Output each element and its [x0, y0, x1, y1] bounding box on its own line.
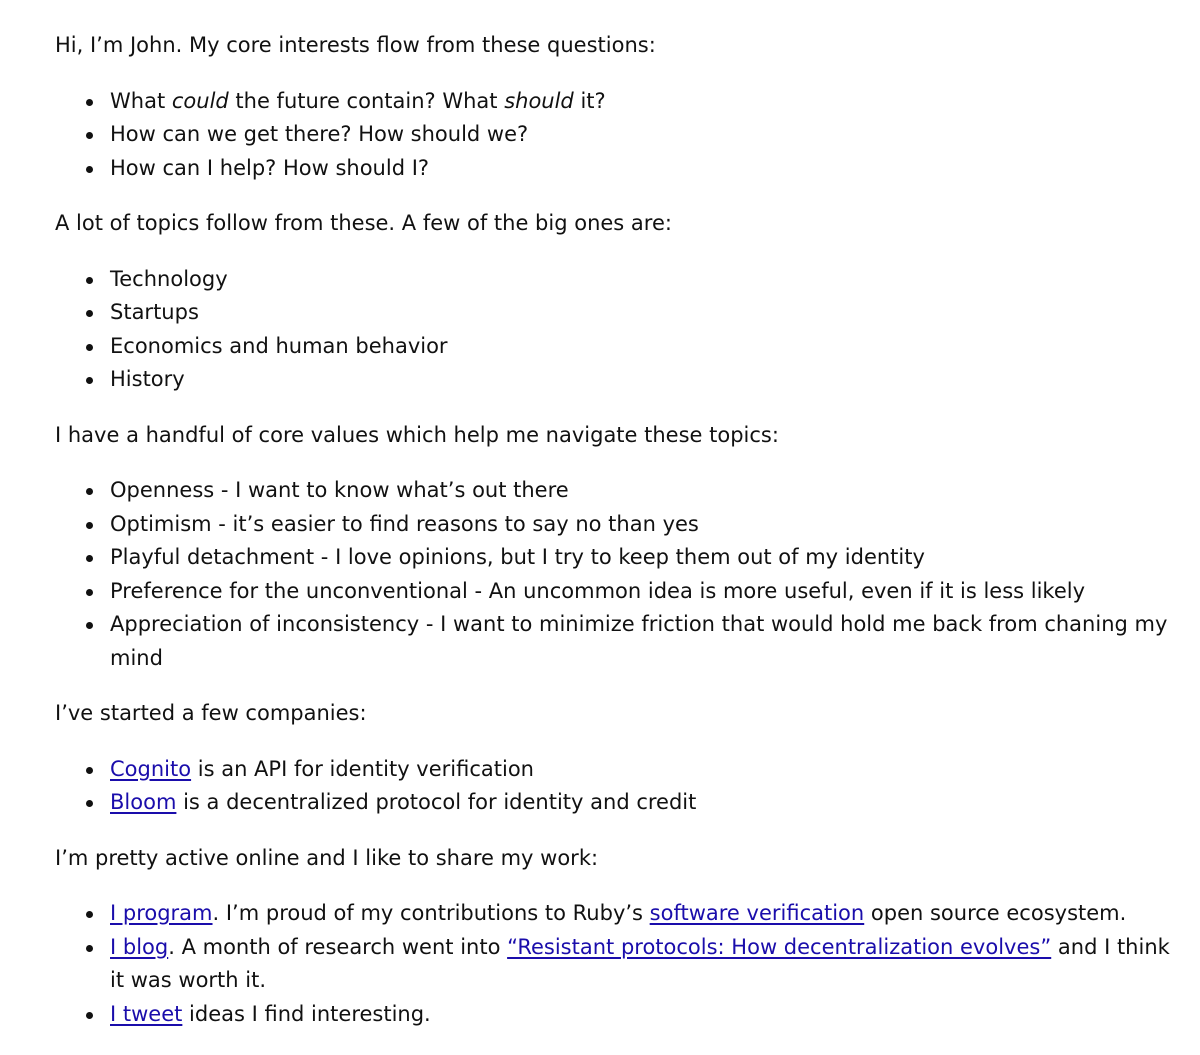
list-item: Playful detachment - I love opinions, but I try to keep them out of my identity: [110, 541, 1175, 575]
list-item: Bloom is a decentralized protocol for identity and credit: [110, 786, 1175, 820]
software-verification-link[interactable]: software verification: [649, 901, 865, 925]
list-item: Cognito is an API for identity verification: [110, 753, 1175, 787]
values-paragraph: I have a handful of core values which help me navigate these topics:: [55, 422, 779, 447]
list-item: Technology: [110, 263, 1175, 297]
online-list: [55, 897, 1175, 1031]
about-page: [55, 29, 1175, 1053]
list-item: I program. I’m proud of my contributions to Ruby’s software verification open source ecosystem.: [110, 897, 1175, 931]
list-item: Preference for the unconventional - An uncommon idea is more useful, even if it is less likely: [110, 575, 1175, 609]
list-item: Startups: [110, 296, 1175, 330]
online-paragraph: I’m pretty active online and I like to share my work:: [55, 845, 599, 870]
list-item: How can we get there? How should we?: [110, 118, 1175, 152]
tweet-link[interactable]: I tweet: [110, 1001, 183, 1026]
blog-link[interactable]: I blog: [110, 934, 169, 959]
list-item: Optimism - it’s easier to find reasons to say no than yes: [110, 508, 1175, 542]
program-link[interactable]: I program: [110, 901, 213, 925]
list-item: I tweet ideas I find interesting.: [110, 998, 1175, 1032]
list-item: Appreciation of inconsistency - I want to minimize friction that would hold me back from chaning my mind: [110, 608, 1175, 675]
companies-list: [55, 753, 1175, 820]
questions-list: [55, 85, 1175, 186]
topics-list: [55, 263, 1175, 397]
list-item: Openness - I want to know what’s out there: [110, 474, 1175, 508]
list-item: How can I help? How should I?: [110, 152, 1175, 186]
topics-paragraph: A lot of topics follow from these. A few of the big ones are:: [55, 211, 672, 235]
list-item: History: [110, 363, 1175, 397]
cognito-link[interactable]: Cognito: [110, 756, 192, 781]
resistant-protocols-link[interactable]: “Resistant protocols: How decentralization evolves”: [507, 934, 1052, 959]
list-item: Economics and human behavior: [110, 330, 1175, 364]
list-item: What could the future contain? What should it?: [110, 85, 1175, 119]
companies-paragraph: I’ve started a few companies:: [55, 701, 367, 725]
list-item: I blog. A month of research went into “Resistant protocols: How decentralization evolves” and I think it was worth it.: [110, 931, 1175, 998]
intro-paragraph: Hi, I’m John. My core interests flow from these questions:: [55, 33, 656, 57]
bloom-link[interactable]: Bloom: [110, 790, 177, 814]
values-list: [55, 474, 1175, 675]
